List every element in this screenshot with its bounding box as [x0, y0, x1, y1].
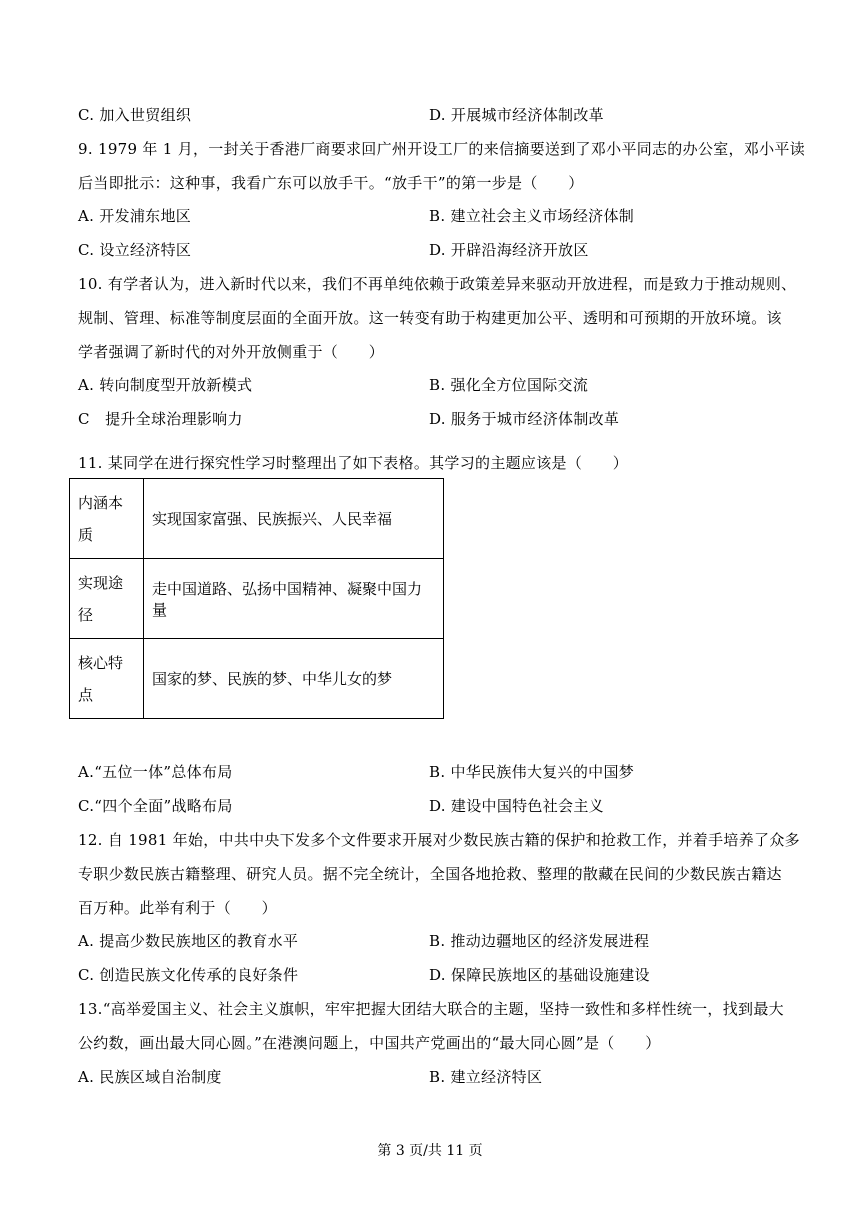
q10-option-b: B. 强化全方位国际交流	[429, 376, 589, 394]
table-content-cell: 实现国家富强、民族振兴、人民幸福	[144, 479, 444, 559]
q12-option-d: D. 保障民族地区的基础设施建设	[429, 966, 650, 984]
q10-stem-line-3: 学者强调了新时代的对外开放侧重于（ ）	[78, 343, 385, 361]
table-content-cell: 国家的梦、民族的梦、中华儿女的梦	[144, 639, 444, 719]
table-head-cell: 内涵本质	[70, 479, 144, 559]
table-row	[70, 559, 444, 639]
q9-stem-line-2: 后当即批示：这种事，我看广东可以放手干。“放手干”的第一步是（ ）	[78, 174, 584, 192]
q12-option-b: B. 推动边疆地区的经济发展进程	[429, 932, 650, 950]
q12-stem-line-1: 12. 自 1981 年始，中共中央下发多个文件要求开展对少数民族古籍的保护和抢救工作，并着手培养了众多	[78, 831, 800, 849]
q10-stem-line-2: 规制、管理、标准等制度层面的全面开放。这一转变有助于构建更加公平、透明和可预期的开放环境。该	[78, 309, 782, 327]
q10-option-a: A. 转向制度型开放新模式	[78, 376, 253, 394]
table-row	[70, 479, 444, 559]
q9-option-a: A. 开发浦东地区	[78, 207, 192, 225]
table-head-cell: 实现途径	[70, 559, 144, 639]
q9-option-c: C. 设立经济特区	[78, 241, 192, 259]
q9-stem-line-1: 9. 1979 年 1 月，一封关于香港厂商要求回广州开设工厂的来信摘要送到了邓小平同志的办公室，邓小平读	[78, 140, 806, 158]
q12-option-c: C. 创造民族文化传承的良好条件	[78, 966, 299, 984]
q11-option-c: C.“四个全面”战略布局	[78, 797, 233, 815]
q11-table	[69, 478, 444, 719]
q12-stem-line-3: 百万种。此举有利于（ ）	[78, 899, 277, 917]
q13-stem-line-1: 13.“高举爱国主义、社会主义旗帜，牢牢把握大团结大联合的主题，坚持一致性和多样性统一，找到最大	[78, 1000, 784, 1018]
table-head-cell: 核心特点	[70, 639, 144, 719]
table-row	[70, 639, 444, 719]
q9-option-d: D. 开辟沿海经济开放区	[429, 241, 589, 259]
q11-option-a: A.“五位一体”总体布局	[78, 763, 233, 781]
page-number: 第 3 页/共 11 页	[377, 1143, 483, 1159]
q12-option-a: A. 提高少数民族地区的教育水平	[78, 932, 299, 950]
q10-stem-line-1: 10. 有学者认为，进入新时代以来，我们不再单纯依赖于政策差异来驱动开放进程，而是致力于推动规则、	[78, 275, 797, 293]
q8-option-d: D. 开展城市经济体制改革	[429, 106, 604, 124]
q10-option-d: D. 服务于城市经济体制改革	[429, 410, 620, 428]
q8-option-c: C. 加入世贸组织	[78, 106, 192, 124]
q12-stem-line-2: 专职少数民族古籍整理、研究人员。据不完全统计，全国各地抢救、整理的散藏在民间的少数民族古籍达	[78, 865, 782, 883]
table-content-cell: 走中国道路、弘扬中国精神、凝聚中国力量	[144, 559, 444, 639]
q10-option-c: C 提升全球治理影响力	[78, 410, 243, 428]
q11-option-b: B. 中华民族伟大复兴的中国梦	[429, 763, 635, 781]
q13-option-a: A. 民族区域自治制度	[78, 1068, 222, 1086]
q9-option-b: B. 建立社会主义市场经济体制	[429, 207, 635, 225]
q13-option-b: B. 建立经济特区	[429, 1068, 543, 1086]
q11-stem: 11. 某同学在进行探究性学习时整理出了如下表格。其学习的主题应该是（ ）	[78, 454, 629, 472]
q13-stem-line-2: 公约数，画出最大同心圆。”在港澳问题上，中国共产党画出的“最大同心圆”是（ ）	[78, 1034, 661, 1052]
q11-option-d: D. 建设中国特色社会主义	[429, 797, 604, 815]
